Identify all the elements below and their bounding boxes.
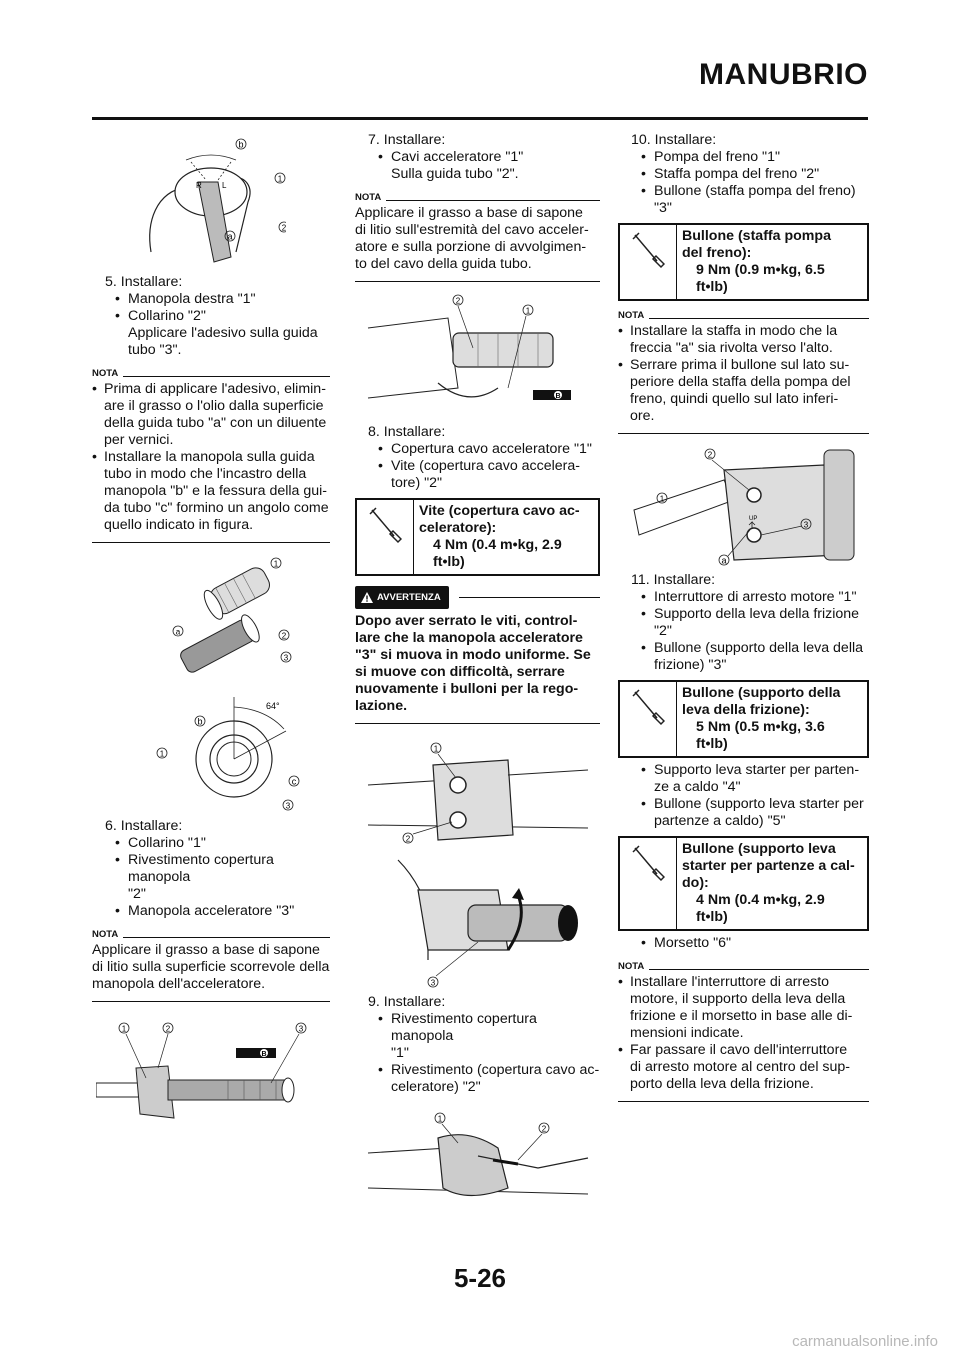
fig8-label-2: 2 [541, 1124, 546, 1134]
nota-1-b1-l2: are il grasso o l'olio dalla superficie [104, 398, 324, 414]
step-9-item-2-l1: • Rivestimento (copertura cavo ac- [391, 1062, 600, 1078]
step-11 [618, 572, 869, 674]
nota-5-b2-l1: • Far passare il cavo dell'interruttore [630, 1042, 848, 1058]
figure-grip-alignment [136, 132, 286, 274]
nota-1-bullet-2 [92, 449, 330, 534]
step-7-sub-1: Sulla guida tubo "2". [391, 166, 519, 182]
fig3-label-3: 3 [285, 801, 291, 811]
step-11-item-3 [618, 640, 869, 674]
torque-3-text [677, 682, 867, 756]
nota-5-bullet-2 [618, 1042, 869, 1093]
page-title: MANUBRIO [699, 58, 868, 91]
torque-4-text [677, 838, 867, 929]
step-6-item-3 [92, 903, 330, 920]
nota-5-body [618, 974, 869, 1093]
fig4-label-3: 3 [298, 1024, 304, 1034]
nota-1-b2-l3: manopola "b" e la fessura della gui- [104, 483, 328, 499]
nota-1-bullet-1 [92, 381, 330, 449]
nota-5-b1-l4: mensioni indicate. [630, 1025, 744, 1041]
fig2-label-2: 2 [281, 631, 287, 641]
nota-1-end-rule [92, 542, 330, 543]
step-8-item-2-l1: • Vite (copertura cavo accelera- [391, 458, 580, 474]
fig2-label-a: a [175, 627, 181, 637]
step-11-item-1 [618, 589, 869, 606]
nota-1-b2-l5: quello indicato in figura. [104, 517, 254, 533]
torque-2-line-1: Bullone (staffa pompa [682, 228, 831, 244]
torque-box-3 [618, 680, 869, 758]
nota-4-b1-l1: • Installare la staffa in modo che la [630, 323, 838, 339]
torque-4-line-3: do): [682, 875, 709, 891]
nota-5-b1-l3: frizione e il morsetto in base alle di- [630, 1008, 853, 1024]
nota-1-b2-l2: tubo in modo che l'incastro della [104, 466, 307, 482]
step-11-item-3-l1: • Bullone (supporto della leva della [654, 640, 864, 656]
nota-3-heading [355, 193, 600, 203]
figure-throttle-cable-guide [358, 288, 598, 418]
nota-1-b1-l3: della guida tubo "a" con un diluente [104, 415, 327, 431]
torque-2-line-2: del freno): [682, 245, 752, 261]
fig4-label-1: 1 [121, 1024, 127, 1034]
torque-3-line-1: Bullone (supporto della [682, 685, 841, 701]
step-11-more-items [618, 762, 869, 830]
step-10-item-2 [618, 166, 869, 183]
nota-4-body [618, 323, 869, 425]
torque-1-text [414, 500, 598, 574]
nota-5-end-rule [618, 1101, 869, 1102]
step-9-item-1-l1: • Rivestimento copertura manopola [391, 1011, 537, 1044]
fig5-label-b: B [554, 393, 561, 400]
figure-grip-angle [116, 689, 306, 814]
torque-box-1 [355, 498, 600, 576]
step-6-item-2 [92, 852, 330, 903]
fig4-label-2: 2 [165, 1024, 171, 1034]
fig3-label-b: b [197, 716, 203, 727]
step-8-item-1-l1: • Copertura cavo acceleratore "1" [391, 441, 592, 457]
step-9-item-2 [355, 1062, 600, 1096]
step-5-sub-1: Applicare l'adesivo sulla guida [128, 325, 318, 341]
nota-1-b2-l1: • Installare la manopola sulla guida [104, 449, 315, 465]
step-10-item-1-l1: • Pompa del freno "1" [654, 149, 781, 165]
torque-1-value-2: ft•lb) [433, 554, 465, 570]
nota-2-end-rule [92, 1001, 330, 1002]
fig1-label-l: L [222, 181, 227, 190]
nota-3-body [355, 205, 600, 273]
step-11-item-5 [618, 796, 869, 830]
step-11-item-5-l1: • Bullone (supporto leva starter per [654, 796, 864, 812]
nota-5-b1-l2: motore, il supporto della leva della [630, 991, 846, 1007]
step-7-title: 7. Installare: [368, 132, 446, 148]
step-5-item-1: • Manopola destra "1" [92, 291, 330, 308]
column-2 [355, 132, 600, 1218]
nota-5-b1-l1: • Installare l'interruttore di arresto [630, 974, 830, 990]
figure-brake-master-cylinder [624, 440, 864, 568]
figure-grip-exploded [116, 549, 306, 689]
fig1-label-2: 2 [281, 223, 286, 233]
fig1-label-r: R [196, 181, 202, 190]
nota-2-line-2: di litio sulla superficie scorrevole della [92, 959, 330, 975]
nota-1-heading [92, 369, 330, 379]
step-8-item-1 [355, 441, 600, 458]
nota-1-b2-l4: da tubo "c" formino un angolo come [104, 500, 329, 516]
step-5 [92, 274, 330, 359]
warning-line-4: si muove con difficoltà, serrare [355, 664, 565, 680]
watermark: carmanualsonline.info [792, 1333, 938, 1350]
torque-4-value-2: ft•lb) [696, 909, 728, 925]
warning-body [355, 613, 600, 715]
torque-2-value-2: ft•lb) [696, 279, 728, 295]
step-6-title: 6. Installare: [105, 818, 183, 834]
step-8-title: 8. Installare: [368, 424, 446, 440]
torque-box-2 [618, 223, 869, 301]
torque-3-line-2: leva della frizione): [682, 702, 810, 718]
nota-5-label: NOTA [618, 961, 645, 972]
nota-4-heading [618, 311, 869, 321]
nota-5-b2-l2: di arresto motore al centro del sup- [630, 1059, 851, 1075]
step-9-item-2-l2: celeratore) "2" [391, 1079, 481, 1095]
step-11-item-2-l1: • Supporto della leva della frizione [654, 606, 860, 622]
step-10-title: 10. Installare: [631, 132, 717, 148]
page-number: 5-26 [453, 1263, 507, 1293]
torque-2-value-1: 9 Nm (0.9 m•kg, 6.5 [696, 262, 825, 278]
step-11-title: 11. Installare: [631, 572, 716, 588]
fig2-label-3: 3 [283, 653, 289, 663]
torque-4-value-1: 4 Nm (0.4 m•kg, 2.9 [696, 892, 825, 908]
fig1-label-1: 1 [277, 174, 283, 184]
torque-3-value-1: 5 Nm (0.5 m•kg, 3.6 [696, 719, 825, 735]
fig9-label-a: a [720, 555, 727, 566]
step-6-item-1-l1: • Collarino "1" [128, 835, 206, 851]
step-5-title: 5. Installare: [105, 274, 183, 290]
torque-4-line-2: starter per partenze a cal- [682, 858, 855, 874]
fig5-label-1: 1 [525, 306, 530, 316]
nota-4-bullet-2 [618, 357, 869, 425]
fig6-label-1: 1 [433, 744, 438, 754]
fig4-label-b: B [261, 1051, 267, 1058]
torque-1-line-1: Vite (copertura cavo ac- [419, 503, 580, 519]
warning-heading [355, 586, 600, 609]
fig3-label-angle: 64° [266, 701, 280, 711]
step-11-item-1-l1: • Interruttore di arresto motore "1" [654, 589, 857, 605]
step-10-item-3 [618, 183, 869, 217]
nota-3-label: NOTA [355, 192, 382, 203]
torque-wrench-icon [620, 682, 677, 756]
nota-2-label: NOTA [92, 929, 119, 940]
step-10-item-2-l1: • Staffa pompa del freno "2" [654, 166, 820, 182]
step-7-item-1: • Cavi acceleratore "1" [355, 149, 600, 166]
step-7 [355, 132, 600, 183]
nota-4-bullet-1 [618, 323, 869, 357]
fig9-label-1: 1 [659, 494, 664, 504]
fig9-label-2: 2 [707, 450, 712, 460]
warning-line-1: Dopo aver serrato le viti, control- [355, 613, 578, 629]
nota-2-heading [92, 930, 330, 940]
torque-wrench-icon [620, 838, 677, 929]
nota-1-body [92, 381, 330, 534]
step-8 [355, 424, 600, 492]
warning-line-5: nuovamente i bulloni per la rego- [355, 681, 579, 697]
nota-3-line-1: Applicare il grasso a base di sapone [355, 205, 583, 221]
nota-2-body [92, 942, 330, 993]
nota-5-b2-l3: porto della leva della frizione. [630, 1076, 814, 1092]
warning-end-rule [355, 723, 600, 724]
torque-3-value-2: ft•lb) [696, 736, 728, 752]
step-6-item-1 [92, 835, 330, 852]
step-11-item-5-l2: partenze a caldo) "5" [654, 813, 786, 829]
fig5-label-2: 2 [455, 296, 460, 306]
nota-1-label: NOTA [92, 368, 119, 379]
step-11-item-2 [618, 606, 869, 640]
nota-4-b2-l2: periore della staffa della pompa del [630, 374, 851, 390]
warning-badge [355, 586, 449, 609]
torque-2-text [677, 225, 867, 299]
column-1 [92, 132, 330, 1158]
warning-line-2: lare che la manopola acceleratore [355, 630, 583, 646]
step-11-item-4-l1: • Supporto leva starter per parten- [654, 762, 860, 778]
step-6-item-2-l1: • Rivestimento copertura manopola [128, 852, 274, 885]
step-11-item-3-l2: frizione) "3" [654, 657, 727, 673]
warning-triangle-icon [361, 592, 373, 603]
warning-line-3: "3" si muova in modo uniforme. Se [355, 647, 591, 663]
nota-1-b1-l1: • Prima di applicare l'adesivo, elimin- [104, 381, 326, 397]
torque-4-line-1: Bullone (supporto leva [682, 841, 836, 857]
step-11-item-2-l2: "2" [654, 623, 672, 639]
step-5-sub-2: tubo "3". [128, 342, 182, 358]
fig3-label-1: 1 [159, 749, 165, 759]
step-9-title: 9. Installare: [368, 994, 446, 1010]
step-8-item-2 [355, 458, 600, 492]
figure-throttle-operation [358, 850, 598, 990]
step-9-item-1 [355, 1011, 600, 1062]
nota-1-b1-l4: per vernici. [104, 432, 174, 448]
fig9-label-up: UP [748, 516, 757, 522]
step-10-item-1 [618, 149, 869, 166]
fig2-label-1: 1 [273, 559, 279, 569]
step-8-item-2-l2: tore) "2" [391, 475, 443, 491]
column-3 [618, 132, 869, 1108]
step-6-item-2-l2: "2" [128, 886, 146, 902]
nota-4-label: NOTA [618, 310, 645, 321]
nota-3-line-4: to del cavo della guida tubo. [355, 256, 532, 272]
torque-1-value-1: 4 Nm (0.4 m•kg, 2.9 [433, 537, 562, 553]
figure-throttle-grip [96, 1008, 326, 1158]
step-6-item-3-l1: • Manopola acceleratore "3" [128, 903, 295, 919]
torque-wrench-icon [620, 225, 677, 299]
step-10-item-3-l2: "3" [654, 200, 672, 216]
torque-wrench-icon [357, 500, 414, 574]
nota-3-line-2: di litio sull'estremità del cavo acceler- [355, 222, 589, 238]
fig6-label-2: 2 [405, 834, 410, 844]
nota-5-heading [618, 962, 869, 972]
step-5-item-2: • Collarino "2" [92, 308, 330, 325]
step-9-item-1-l2: "1" [391, 1045, 409, 1061]
nota-2-line-3: manopola dell'acceleratore. [92, 976, 266, 992]
step-9 [355, 994, 600, 1096]
header-rule [92, 117, 868, 120]
fig7-label-3: 3 [430, 978, 435, 988]
nota-4-b2-l1: • Serrare prima il bullone sul lato su- [630, 357, 850, 373]
torque-1-line-2: celeratore): [419, 520, 497, 536]
step-11-item-4-l2: ze a caldo "4" [654, 779, 741, 795]
nota-4-b2-l4: ore. [630, 408, 655, 424]
nota-3-end-rule [355, 281, 600, 282]
nota-3-line-3: atore e sulla porzione di avvolgimen- [355, 239, 587, 255]
nota-4-b1-l2: freccia "a" sia rivolta verso l'alto. [630, 340, 833, 356]
fig9-label-3: 3 [803, 520, 808, 530]
fig1-label-b: b [238, 139, 244, 150]
fig1-label-a: a [227, 231, 233, 242]
nota-5-bullet-1 [618, 974, 869, 1042]
step-11-item-6-l1: • Morsetto "6" [654, 935, 732, 951]
torque-box-4 [618, 836, 869, 931]
step-11-item-4 [618, 762, 869, 796]
nota-4-b2-l3: freno, quindi quello sul lato inferi- [630, 391, 839, 407]
warning-line-6: lazione. [355, 698, 408, 714]
figure-grip-cover [358, 1108, 598, 1218]
step-11-last-items [618, 935, 869, 952]
fig8-label-1: 1 [437, 1114, 442, 1124]
step-10 [618, 132, 869, 217]
step-6 [92, 818, 330, 920]
step-10-item-3-l1: • Bullone (staffa pompa del freno) [654, 183, 856, 199]
step-11-item-6 [618, 935, 869, 952]
warning-label: AVVERTENZA [377, 592, 441, 603]
fig3-label-c: c [291, 776, 297, 787]
figure-cable-cover [358, 730, 598, 850]
nota-2-line-1: Applicare il grasso a base di sapone [92, 942, 320, 958]
nota-4-end-rule [618, 433, 869, 434]
